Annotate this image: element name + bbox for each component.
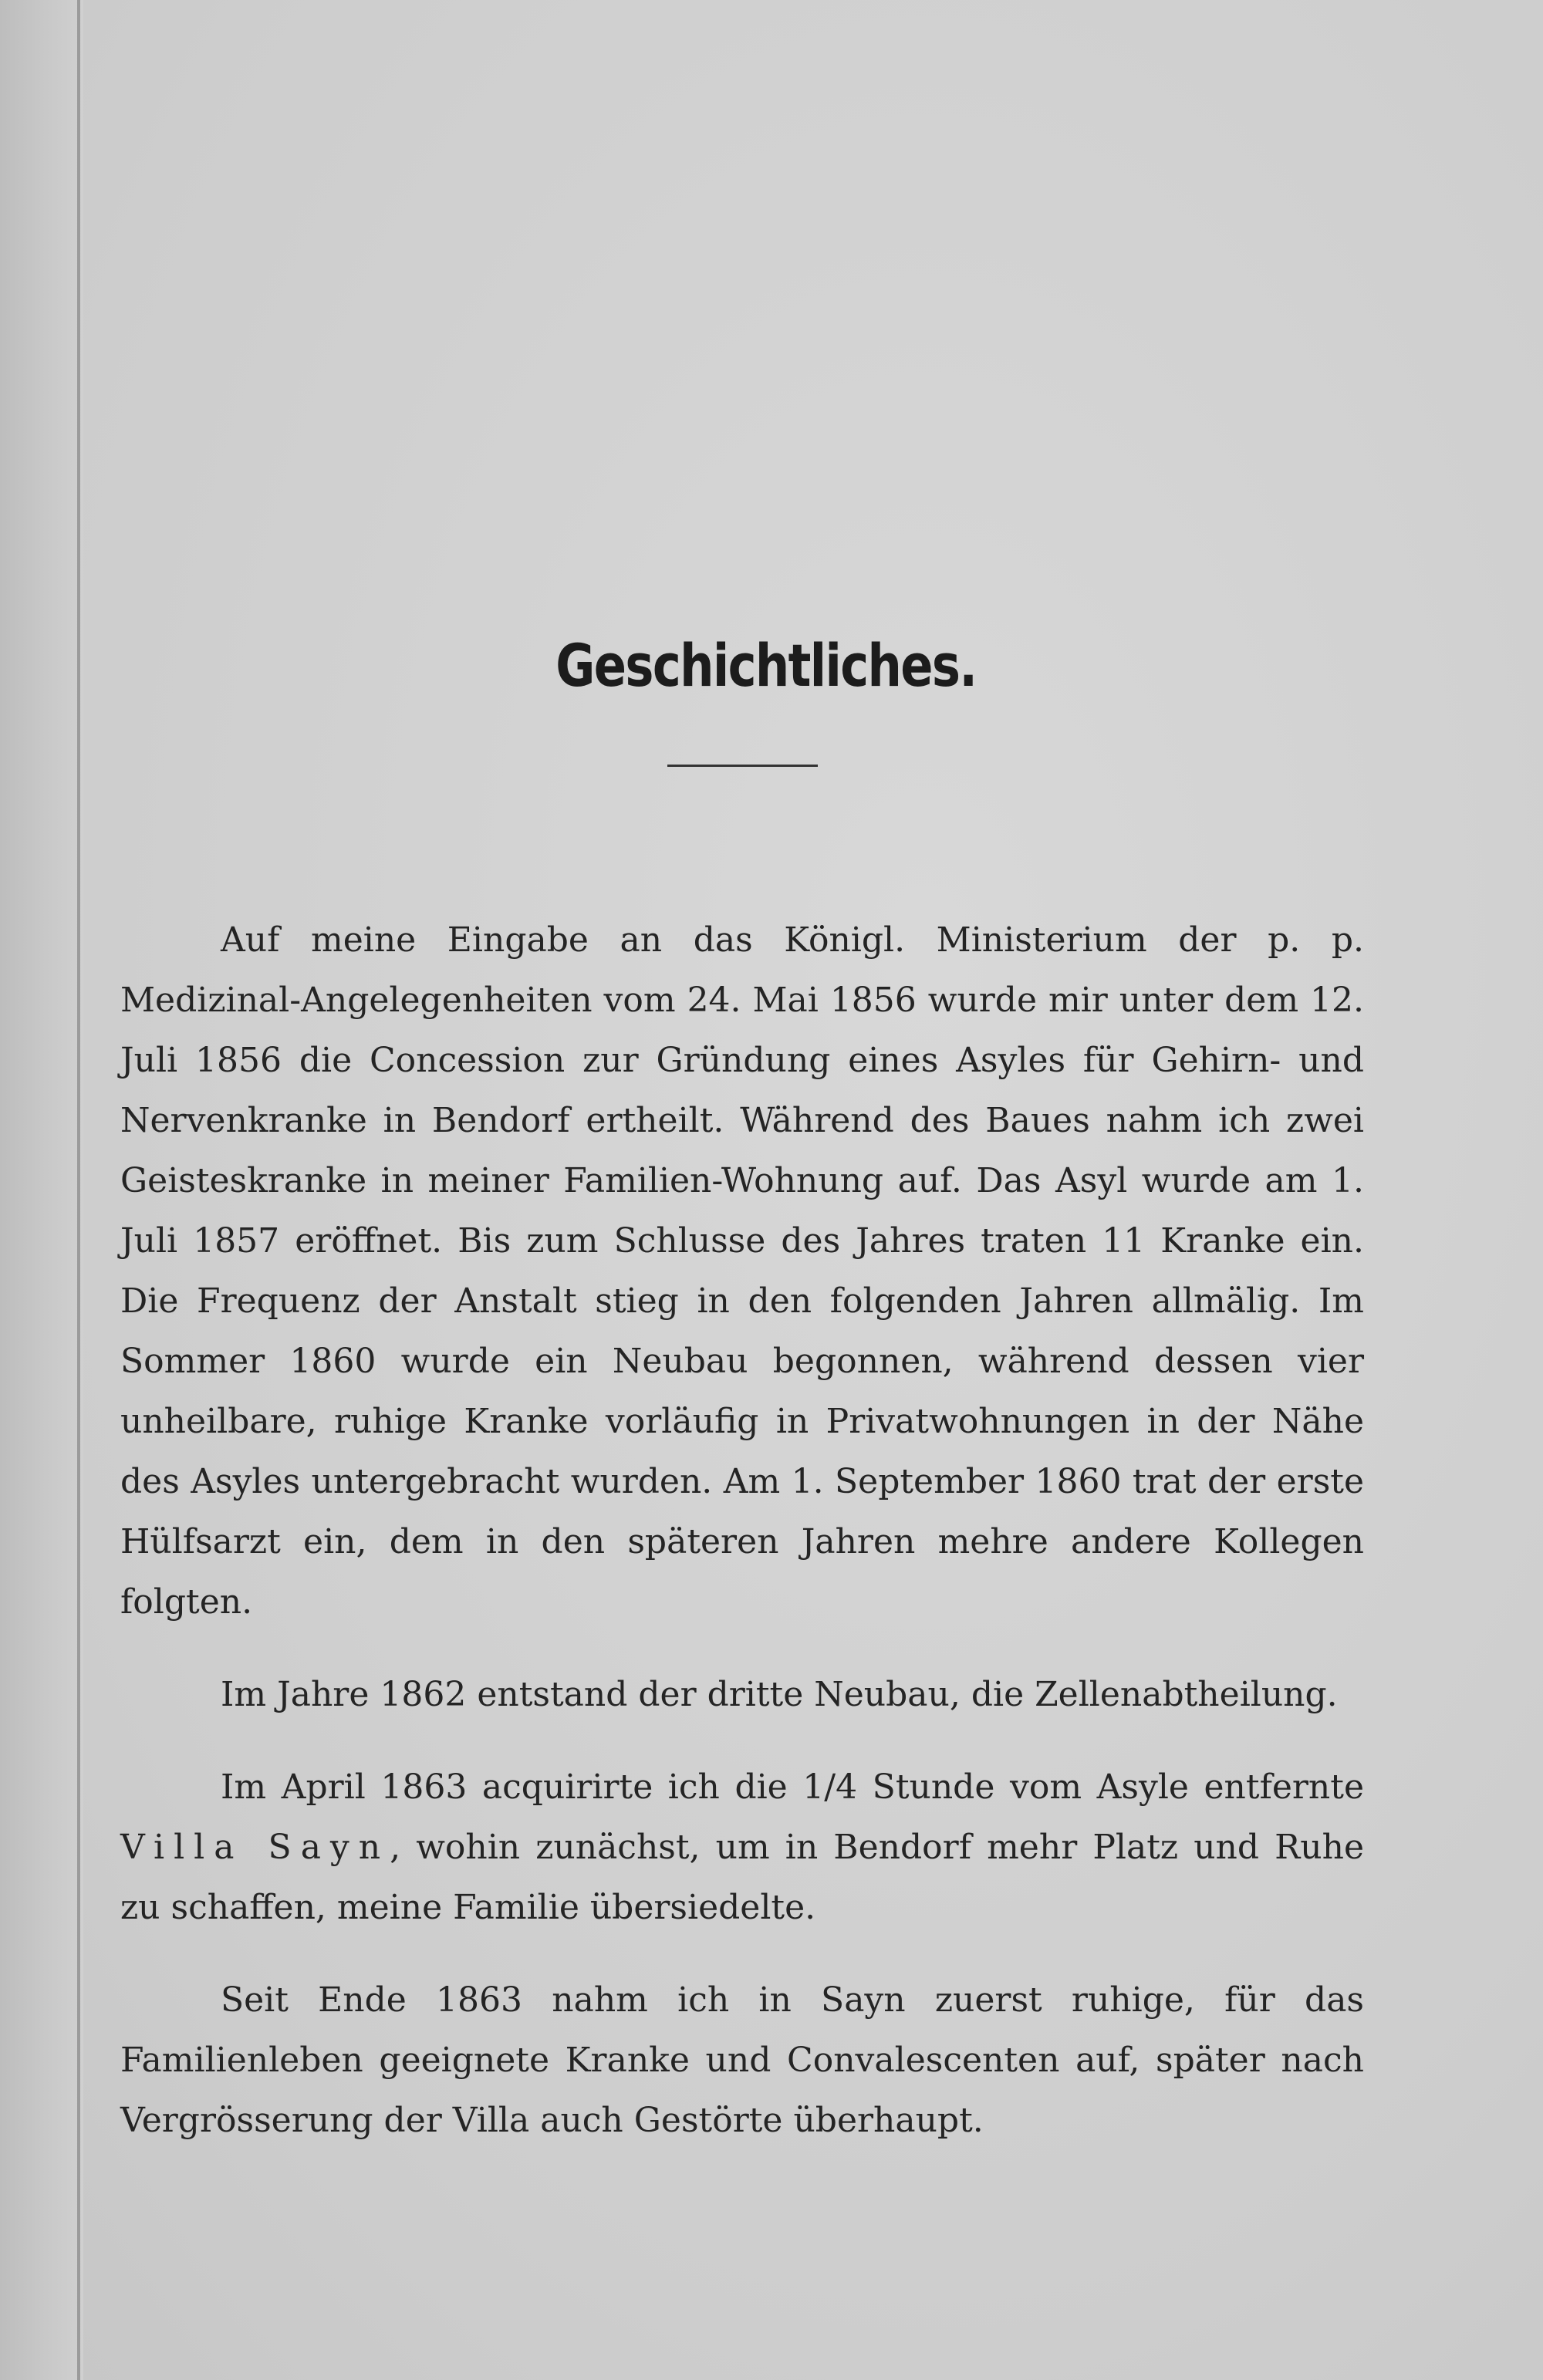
paragraph-3-text-before: Im April 1863 acquirirte ich die bbox=[221, 1767, 803, 1807]
paragraph-1: Auf meine Eingabe an das Königl. Ministerium der p. p. Medizinal-Angelegenheiten vom 24. Mai 1856 wurde mir unter dem 12. Juli 1856 die Concession zur Gründung eines Asyles für Gehirn- und Nervenkranke in Bendorf ertheilt. Während des Baues nahm ich zwei Geisteskranke in meiner Familien-Wohnung auf. Das Asyl wurde am 1. Juli 1857 eröffnet. Bis zum Schlusse des Jahres traten 11 Kranke ein. Die Frequenz der Anstalt stieg in den folgenden Jahren allmälig. Im Sommer 1860 wurde ein Neubau begonnen, während dessen vier unheilbare, ruhige Kranke vorläufig in Privatwohnungen in der Nähe des Asyles untergebracht wurden. Am 1. September 1860 trat der erste Hülfsarzt ein, dem in den späteren Jahren mehre andere Kollegen folgten. bbox=[120, 920, 1364, 1622]
paragraph-3-text-middle: Stunde vom Asyle entfernte bbox=[857, 1767, 1364, 1807]
paragraph-3-text-after: , wohin zunächst, um in Bendorf mehr Platz und Ruhe zu schaffen, meine Familie übersiedelte. bbox=[120, 1828, 1364, 1927]
body-text bbox=[120, 910, 1364, 2151]
villa-name-spaced: Villa Sayn bbox=[120, 1828, 390, 1867]
chapter-heading: Geschichtliches. bbox=[555, 631, 977, 700]
page-binding-line bbox=[77, 0, 80, 2380]
paragraph-3 bbox=[120, 1757, 1364, 1938]
heading-divider bbox=[667, 765, 818, 767]
paragraph-4: Seit Ende 1863 nahm ich in Sayn zuerst ruhige, für das Familienleben geeignete Kranke und Convalescenten auf, später nach Vergrösserung der Villa auch Gestörte überhaupt. bbox=[120, 1980, 1364, 2140]
paragraph-2: Im Jahre 1862 entstand der dritte Neubau, die Zellenabtheilung. bbox=[221, 1675, 1338, 1714]
page-binding-edge bbox=[0, 0, 83, 2380]
fraction: 1/4 bbox=[802, 1767, 858, 1807]
